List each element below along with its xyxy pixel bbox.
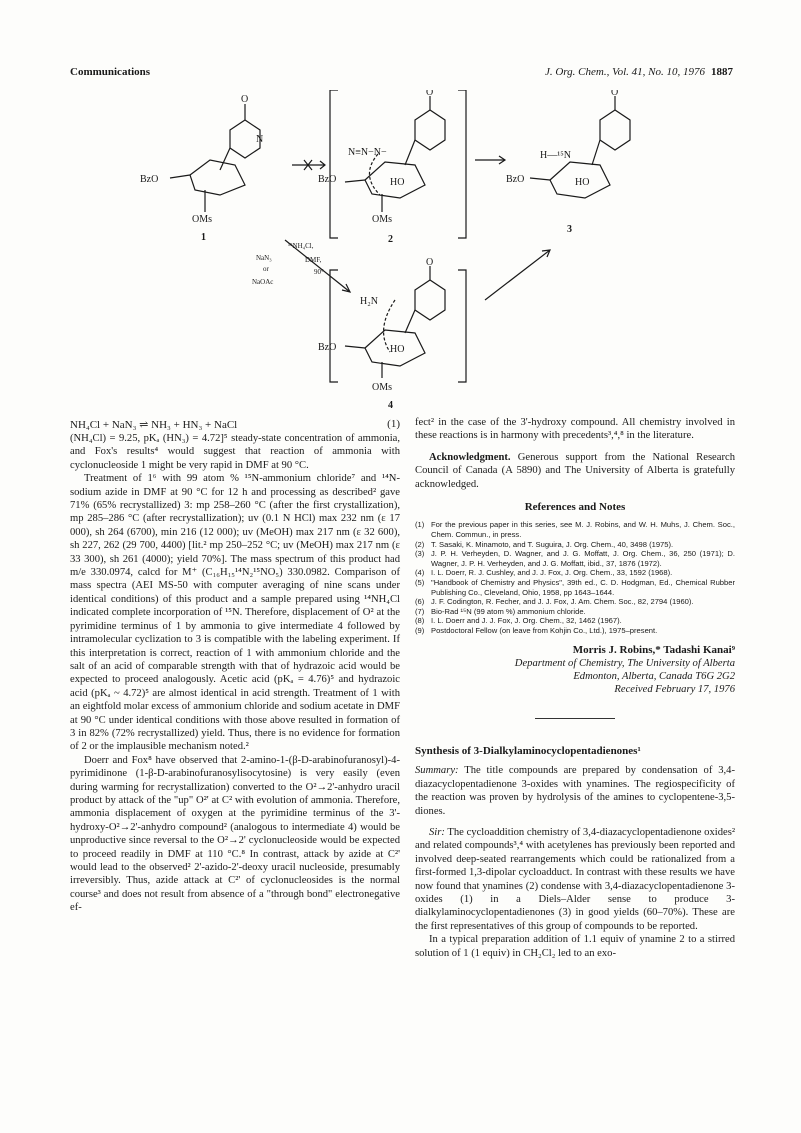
azide-label: N≡N−N− — [348, 147, 387, 158]
references-heading: References and Notes — [524, 501, 626, 514]
reference-item — [415, 549, 735, 568]
compound-number-4: 4 — [388, 400, 393, 411]
affiliation-address: Edmonton, Alberta, Canada T6G 2G2 — [573, 670, 735, 682]
paragraph-2: Treatment of 1⁶ with 99 atom % ¹⁵N-ammonium chloride⁷ and ¹⁴N-sodium azide in DMF at 90 °C for 12 h and processing as described² gave 71% (65% recrystallized) 3: mp 258–260 °C (after the first crystallization), mp 285–286 °C (after recrystallization); uv (0.1 N HCl) max 232 nm (ε 17 000), sh 264 (6700), min 216 (12 000); uv (MeOH) max 217 nm (ε 32 600), sh 227, 262 (29 700, 4400) [lit.² mp 250–252 °C; uv (MeOH) max 217 nm (ε 33 300), sh 261 (4000); yield 70%]. The mass spectrum of this product had m/e 330.0974, calcd for M⁺ (C₁₆H₁₅¹⁴N₂¹⁵NO₅) 330.0982. Comparison of mass spectra (AEI MS-50 with computer averaging of nine scans under identical conditions) of this product and a sample prepared using ¹⁴NH₄Cl indicated complete incorporation of ¹⁵N. Therefore, displacement of O² at the pyrimidine terminus of 1 by ammonia to give intermediate 4 followed by intramolecular cyclization to 3 is compatible with the labeling experiment. If this interpretation is correct, reaction of 1 with ammonium chloride and the salt of an acid of comparable strength with that of hydrazoic acid would be expected to proceed analogously. Acetic acid (pKₐ = 4.76)⁵ and hydrazoic acid (pKₐ ~ 4.72)⁵ are almost identical in acid strength. Treatment of 1 with an eightfold molar excess of ammonium chloride and sodium acetate in DMF at 90 °C under identical conditions with those above resulted in formation of 3 in 82% (72% recrystallized) yield. Thus, there is no evidence for formation of 2 or the implausible mechanism noted.² — [70, 473, 400, 753]
paragraph-1: (NH₄Cl) = 9.25, pKₐ (HN₃) = 4.72]⁵ steady-state concentration of ammonia, and Fox's results⁴ would suggest that reaction of ammonia with cyclonucleoside 1 might be very rapid in DMF at 90 °C. — [70, 433, 400, 471]
reference-number: (6) — [415, 597, 425, 607]
compound-number-1: 1 — [201, 232, 206, 243]
reference-number: (5) — [415, 578, 425, 587]
references-list — [415, 520, 735, 635]
reference-text: I. L. Doerr and J. J. Fox, J. Org. Chem., 32, 1462 (1967). — [431, 616, 622, 626]
summary — [415, 764, 735, 818]
received-date: Received February 17, 1976 — [614, 683, 735, 695]
ho-label-2: HO — [390, 177, 405, 188]
reagent-nan3: NaN₃ — [256, 254, 272, 262]
bzo-label-1: BzO — [140, 174, 159, 185]
right-column — [415, 416, 735, 960]
reference-text: T. Sasaki, K. Minamoto, and T. Suguira, J. Org. Chem., 40, 3498 (1975). — [431, 539, 674, 549]
equation-1 — [70, 418, 400, 431]
reference-item — [415, 597, 735, 607]
reagent-dmf: DMF, — [305, 256, 322, 264]
oms-label-4: OMs — [372, 382, 393, 393]
reference-text: "Handbook of Chemistry and Physics", 39th ed., C. D. Hodgman, Ed., Chemical Rubber Publishing Co., Cleveland, Ohio, 1958, pp 1643–1644. — [431, 578, 735, 597]
bzo-label-2: BzO — [318, 174, 337, 185]
acknowledgment-label: Acknowledgment. — [429, 451, 511, 463]
reference-text: For the previous paper in this series, see M. J. Robins, and W. H. Muhs, J. Chem. Soc., Chem. Commun., in press. — [431, 520, 735, 540]
reference-text: I. L. Doerr, R. J. Cushley, and J. J. Fox, J. Org. Chem., 33, 1592 (1968). — [431, 568, 673, 578]
reference-item — [415, 607, 735, 617]
page-number: 1887 — [711, 66, 733, 78]
structure-1 — [170, 104, 260, 212]
h2n-label: H₂N — [360, 296, 378, 307]
oxygen-label-1: O — [241, 94, 249, 105]
reference-number: (7) — [415, 606, 425, 616]
article-title: Synthesis of 3-Dialkylaminocyclopentadienones¹ — [415, 744, 641, 757]
nitrogen-label-1: N — [256, 134, 264, 145]
author-names: Morris J. Robins,* Tadashi Kanai⁹ — [572, 643, 735, 656]
section-divider — [535, 718, 615, 719]
h15n-label: H—¹⁵N — [540, 150, 571, 161]
running-header-journal — [545, 66, 733, 78]
reference-item — [415, 578, 735, 597]
reference-number: (3) — [415, 549, 425, 559]
oxygen-label-4: O — [426, 257, 434, 268]
oxygen-label-2: O — [426, 90, 434, 98]
reference-number: (2) — [415, 539, 425, 549]
reference-number: (9) — [415, 625, 425, 635]
reference-text: J. F. Codington, R. Fecher, and J. J. Fox, J. Am. Chem. Soc., 82, 2794 (1960). — [431, 597, 694, 607]
reference-text: Bio-Rad ¹⁵N (99 atom %) ammonium chloride. — [431, 606, 586, 616]
left-column — [70, 432, 400, 915]
reference-text: J. P. H. Verheyden, D. Wagner, and J. G. Moffatt, J. Org. Chem., 36, 250 (1971); D. Wagner, J. P. H. Verheyden, and J. G. Moffatt, ibid., 37, 1876 (1972). — [431, 549, 735, 568]
sir-label: Sir: — [429, 827, 445, 838]
reference-number: (8) — [415, 616, 425, 626]
reagent-naoac: NaOAc — [252, 278, 274, 286]
running-header-section: Communications — [70, 66, 151, 78]
reference-item — [415, 568, 735, 578]
acknowledgment — [415, 451, 735, 491]
bzo-label-3: BzO — [506, 174, 525, 185]
reaction-scheme-drawing — [60, 90, 740, 420]
structure-4 — [345, 266, 445, 378]
oms-label-2: OMs — [372, 214, 393, 225]
compound-number-3: 3 — [567, 224, 572, 235]
continuation-paragraph: fect² in the case of the 3'-hydroxy compound. All chemistry involved in these reactions is in harmony with precedents³,⁴,⁸ in the literature. — [415, 417, 735, 442]
sir-paragraph — [415, 826, 735, 933]
reference-number: (4) — [415, 568, 425, 578]
equation-text: NH₄Cl + NaN₃ ⇌ NH₃ + HN₃ + NaCl — [70, 419, 238, 431]
compound-number-2: 2 — [388, 234, 393, 245]
journal-citation: J. Org. Chem., Vol. 41, No. 10, 1976 — [544, 66, 705, 78]
reagent-or: or — [263, 265, 269, 273]
reference-item — [415, 520, 735, 539]
last-paragraph: In a typical preparation addition of 1.1 equiv of ynamine 2 to a stirred solution of 1 (1 equiv) in CH₂Cl₂ led to an exo- — [415, 934, 735, 959]
reference-item — [415, 616, 735, 626]
summary-label: Summary: — [415, 765, 459, 777]
summary-text: The title compounds are prepared by condensation of 3,4-diazacyclopentadienone 3-oxides with ynamines. The regiospecificity of the reaction was proven by hydrolysis of the amines to cyclopentene-3,5-diones. — [415, 765, 735, 817]
ho-label-4: HO — [390, 344, 405, 355]
acknowledgment-text: Generous support from the National Research Council of Canada (A 5890) and The University of Alberta is gratefully acknowledged. — [415, 451, 735, 490]
sir-text: The cycloaddition chemistry of 3,4-diazacyclopentadienone oxides² and related compounds³,⁴ with acetylenes has previously been reported and involved deep-seated rearrangements which could be rationalized from a first-formed 1,3-dipolar cycloadduct. In contrast with these results we have now found that ynamines (2) condense with 3,4-diazacyclopentadienone 3-oxides (1) in a Diels–Alder sense to produce 3-dialkylaminocyclopentadienones (3) in good yields (60–70%). These are the first representatives of this group of compounds to be reported. — [415, 827, 735, 932]
reference-item — [415, 540, 735, 550]
affiliation-department: Department of Chemistry, The University of Alberta — [514, 657, 735, 669]
reagent-nh4cl: ¹⁵NH₄Cl, — [288, 242, 314, 250]
paragraph-3: Doerr and Fox⁸ have observed that 2-amino-1-(β-D-arabinofuranosyl)-4-pyrimidinone (1-β-D-arabinofuranosylisocytosine) is very easily (even during warming for recrystallization) converted to the O²→2'-anhydro uracil product by attack of the "up" O²' at C² with evolution of ammonia. Therefore, ammonia displacement of oxygen at the pyrimidine terminus of the 3'-hydroxy-O²→2'-anhydro compound² (analogous to intermediate 4) would be unproductive since reversal to the O²→2' cyclonucleoside would be expected to proceed readily in DMF at 110 °C.⁸ In contrast, attack by azide at C²' would lead to the observed² 2'-azido-2'-deoxy uracil nucleoside, presumably irreversibly. Thus, azide attack at C²' of cyclonucleosides is the normal course³ and does not result from absence of a "through bond" electronegative ef- — [70, 754, 400, 914]
bzo-label-4: BzO — [318, 342, 337, 353]
oxygen-label-3: O — [611, 90, 619, 98]
reference-item — [415, 626, 735, 636]
reagent-temperature: 90° — [314, 268, 324, 276]
reaction-scheme — [60, 90, 740, 420]
reference-text: Postdoctoral Fellow (on leave from Kohjin Co., Ltd.), 1975–present. — [431, 625, 658, 635]
equation-number: (1) — [387, 418, 400, 430]
ho-label-3: HO — [575, 177, 590, 188]
oms-label-1: OMs — [192, 214, 213, 225]
reference-number: (1) — [415, 520, 425, 530]
